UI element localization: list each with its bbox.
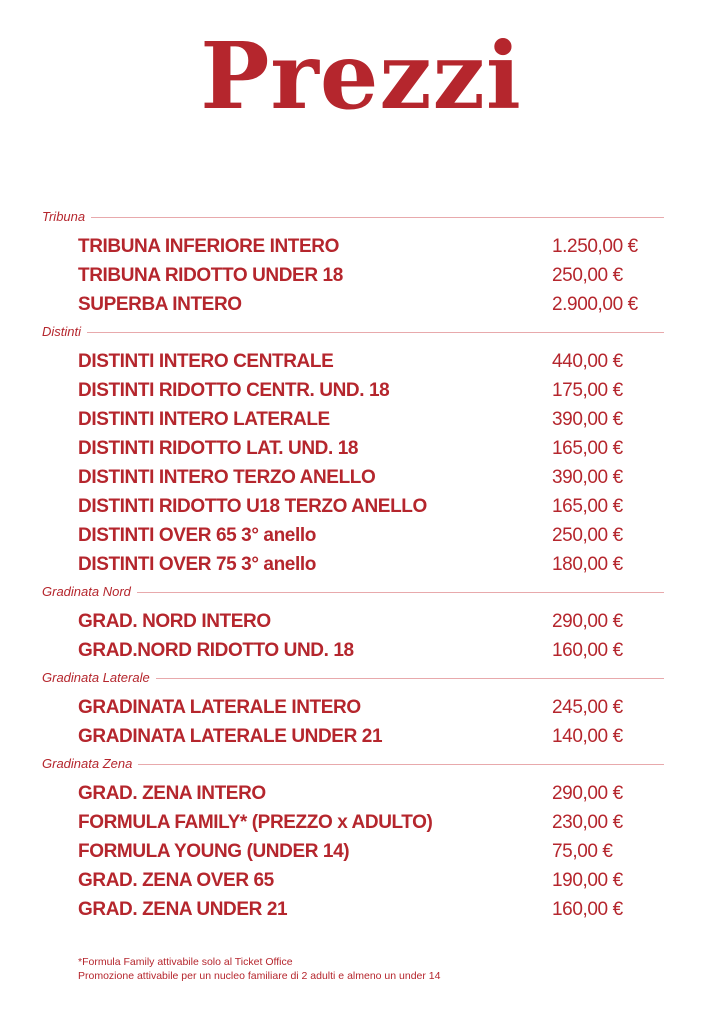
price-row bbox=[42, 290, 664, 319]
price-row bbox=[42, 261, 664, 290]
ticket-name: TRIBUNA RIDOTTO UNDER 18 bbox=[78, 264, 343, 286]
ticket-price: 190,00 € bbox=[552, 869, 623, 891]
ticket-name: DISTINTI INTERO CENTRALE bbox=[78, 350, 334, 372]
footnote-family-office: *Formula Family attivabile solo al Ticket Office bbox=[78, 956, 293, 968]
section-divider bbox=[91, 217, 664, 218]
price-section bbox=[42, 751, 664, 924]
section-divider bbox=[87, 332, 664, 333]
ticket-name: FORMULA YOUNG (UNDER 14) bbox=[78, 840, 350, 862]
price-row bbox=[42, 232, 664, 261]
ticket-name: GRAD.NORD RIDOTTO UND. 18 bbox=[78, 639, 354, 661]
ticket-price: 165,00 € bbox=[552, 437, 623, 459]
ticket-price: 1.250,00 € bbox=[552, 235, 638, 257]
price-row bbox=[42, 837, 664, 866]
section-header bbox=[42, 665, 664, 689]
price-row bbox=[42, 693, 664, 722]
section-header bbox=[42, 204, 664, 228]
ticket-name: GRAD. ZENA UNDER 21 bbox=[78, 898, 288, 920]
ticket-price: 165,00 € bbox=[552, 495, 623, 517]
ticket-price: 290,00 € bbox=[552, 782, 623, 804]
section-label: Distinti bbox=[42, 323, 82, 339]
ticket-name: DISTINTI RIDOTTO U18 TERZO ANELLO bbox=[78, 495, 427, 517]
ticket-name: GRADINATA LATERALE INTERO bbox=[78, 696, 361, 718]
ticket-name: DISTINTI RIDOTTO LAT. UND. 18 bbox=[78, 437, 359, 459]
ticket-price: 250,00 € bbox=[552, 524, 623, 546]
ticket-price: 290,00 € bbox=[552, 610, 623, 632]
ticket-name: GRADINATA LATERALE UNDER 21 bbox=[78, 725, 383, 747]
price-row bbox=[42, 434, 664, 463]
section-divider bbox=[137, 592, 664, 593]
price-row bbox=[42, 866, 664, 895]
price-row bbox=[42, 521, 664, 550]
ticket-name: GRAD. ZENA OVER 65 bbox=[78, 869, 274, 891]
price-list bbox=[42, 204, 664, 924]
page-title: Prezzi bbox=[200, 22, 522, 130]
section-label: Gradinata Laterale bbox=[42, 669, 150, 685]
price-row bbox=[42, 607, 664, 636]
price-row bbox=[42, 808, 664, 837]
price-row bbox=[42, 550, 664, 579]
ticket-name: GRAD. ZENA INTERO bbox=[78, 782, 266, 804]
ticket-name: SUPERBA INTERO bbox=[78, 293, 242, 315]
price-section bbox=[42, 204, 664, 319]
footnote-family-condition: Promozione attivabile per un nucleo familiare di 2 adulti e almeno un under 14 bbox=[78, 970, 441, 982]
price-row bbox=[42, 405, 664, 434]
section-header bbox=[42, 579, 664, 603]
ticket-price: 175,00 € bbox=[552, 379, 623, 401]
ticket-price: 75,00 € bbox=[552, 840, 613, 862]
ticket-price: 180,00 € bbox=[552, 553, 623, 575]
ticket-price: 250,00 € bbox=[552, 264, 623, 286]
price-row bbox=[42, 492, 664, 521]
ticket-name: GRAD. NORD INTERO bbox=[78, 610, 271, 632]
ticket-price: 140,00 € bbox=[552, 725, 623, 747]
ticket-price: 230,00 € bbox=[552, 811, 623, 833]
ticket-price: 160,00 € bbox=[552, 898, 623, 920]
ticket-name: DISTINTI INTERO LATERALE bbox=[78, 408, 330, 430]
price-row bbox=[42, 895, 664, 924]
ticket-name: DISTINTI OVER 75 3° anello bbox=[78, 553, 316, 575]
ticket-price: 160,00 € bbox=[552, 639, 623, 661]
section-label: Gradinata Nord bbox=[42, 583, 131, 599]
section-header bbox=[42, 319, 664, 343]
ticket-price: 2.900,00 € bbox=[552, 293, 638, 315]
ticket-price: 390,00 € bbox=[552, 466, 623, 488]
ticket-name: DISTINTI RIDOTTO CENTR. UND. 18 bbox=[78, 379, 390, 401]
price-row bbox=[42, 636, 664, 665]
section-divider bbox=[156, 678, 664, 679]
price-section bbox=[42, 319, 664, 579]
ticket-price: 440,00 € bbox=[552, 350, 623, 372]
footnotes bbox=[78, 955, 440, 983]
price-row bbox=[42, 779, 664, 808]
price-row bbox=[42, 376, 664, 405]
ticket-name: FORMULA FAMILY* (PREZZO x ADULTO) bbox=[78, 811, 433, 833]
section-header bbox=[42, 751, 664, 775]
ticket-name: DISTINTI OVER 65 3° anello bbox=[78, 524, 316, 546]
price-row bbox=[42, 722, 664, 751]
price-section bbox=[42, 665, 664, 751]
ticket-name: DISTINTI INTERO TERZO ANELLO bbox=[78, 466, 376, 488]
section-label: Gradinata Zena bbox=[42, 755, 133, 771]
ticket-price: 390,00 € bbox=[552, 408, 623, 430]
section-divider bbox=[138, 764, 664, 765]
ticket-price: 245,00 € bbox=[552, 696, 623, 718]
price-row bbox=[42, 347, 664, 376]
ticket-name: TRIBUNA INFERIORE INTERO bbox=[78, 235, 339, 257]
price-row bbox=[42, 463, 664, 492]
section-label: Tribuna bbox=[42, 208, 86, 224]
price-section bbox=[42, 579, 664, 665]
